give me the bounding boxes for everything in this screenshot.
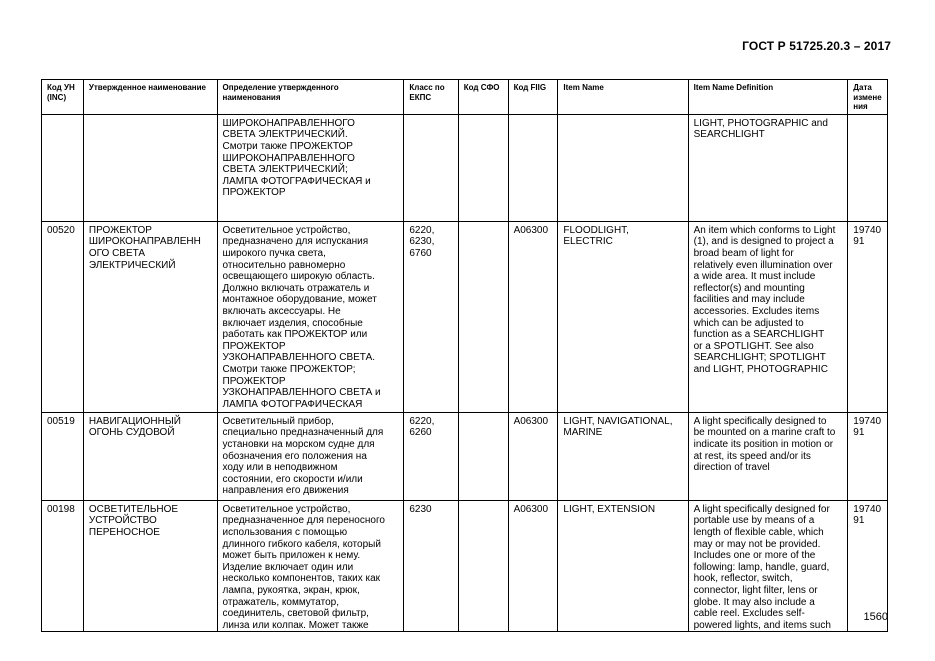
cell-fiig: A06300 — [508, 500, 558, 632]
header-date: Дата изменения — [848, 80, 888, 115]
cell-date: 1974091 — [848, 412, 888, 500]
cell-fiig: A06300 — [508, 221, 558, 412]
table-row — [42, 500, 888, 632]
header-item-name: Item Name — [558, 80, 688, 115]
cell-class: 6220, 6260 — [404, 412, 458, 500]
cell-item-name: LIGHT, EXTENSION — [558, 500, 688, 632]
page-number: 1560 — [863, 611, 888, 623]
catalog-table — [41, 79, 888, 632]
cell-fiig: A06300 — [508, 412, 558, 500]
cell-inc: 00519 — [42, 412, 84, 500]
cell-sfo — [458, 412, 508, 500]
cell-inc: 00198 — [42, 500, 84, 632]
cell-date — [848, 114, 888, 221]
cell-item-definition: A light specifically designed for portable use by means of a length of flexible cable, which may or may not be provided. Includes one or more of the following: lamp, handle, guard, hook, reflector, switch, connector, light filter, lens or globe. It may also include a cable reel. Excludes self- powered lights, and items such — [688, 500, 848, 632]
cell-sfo — [458, 114, 508, 221]
header-fiig: Код FIIG — [508, 80, 558, 115]
table-row — [42, 114, 888, 221]
cell-name: ОСВЕТИТЕЛЬНОЕ УСТРОЙСТВО ПЕРЕНОСНОЕ — [83, 500, 217, 632]
cell-date: 1974091 — [848, 500, 888, 632]
header-approved-name: Утвержденное наименование — [83, 80, 217, 115]
cell-definition: Осветительный прибор, специально предназначенный для установки на морском судне для обозначения его положения на ходу или в неподвижном состоянии, его скорости и/или направления его движения — [217, 412, 404, 500]
cell-inc — [42, 114, 84, 221]
cell-name: ПРОЖЕКТОР ШИРОКОНАПРАВЛЕНН ОГО СВЕТА ЭЛЕКТРИЧЕСКИЙ — [83, 221, 217, 412]
cell-item-definition: An item which conforms to Light (1), and is designed to project a broad beam of light for relatively even illumination over a wide area. It must include reflector(s) and mounting facilities and may include accessories. Excludes items which can be adjusted to function as a SEARCHLIGHT or a SPOTLIGHT. See also SEARCHLIGHT; SPOTLIGHT and LIGHT, PHOTOGRAPHIC — [688, 221, 848, 412]
document-code: ГОСТ Р 51725.20.3 – 2017 — [742, 39, 891, 53]
cell-class — [404, 114, 458, 221]
table-row — [42, 412, 888, 500]
cell-item-name — [558, 114, 688, 221]
cell-item-definition: A light specifically designed to be mounted on a marine craft to indicate its position in motion or at rest, its speed and/or its direction of travel — [688, 412, 848, 500]
header-inc: Код УН (INC) — [42, 80, 84, 115]
cell-definition: ШИРОКОНАПРАВЛЕННОГО СВЕТА ЭЛЕКТРИЧЕСКИЙ. Смотри также ПРОЖЕКТОР ШИРОКОНАПРАВЛЕННОГО СВЕТА ЭЛЕКТРИЧЕСКИЙ; ЛАМПА ФОТОГРАФИЧЕСКАЯ и ПРОЖЕКТОР — [217, 114, 404, 221]
cell-fiig — [508, 114, 558, 221]
header-sfo: Код СФО — [458, 80, 508, 115]
cell-class: 6220, 6230, 6760 — [404, 221, 458, 412]
header-item-definition: Item Name Definition — [688, 80, 848, 115]
header-class: Класс по ЕКПС — [404, 80, 458, 115]
cell-sfo — [458, 221, 508, 412]
cell-item-name: FLOODLIGHT, ELECTRIC — [558, 221, 688, 412]
cell-item-definition: LIGHT, PHOTOGRAPHIC and SEARCHLIGHT — [688, 114, 848, 221]
cell-definition: Осветительное устройство, предназначенное для переносного использования с помощью длинного гибкого кабеля, который может быть приложен к нему. Изделие включает один или несколько компонентов, таких как лампа, рукоятка, экран, крюк, отражатель, коммутатор, соединитель, световой фильтр, линза или колпак. Может также — [217, 500, 404, 632]
cell-name: НАВИГАЦИОННЫЙ ОГОНЬ СУДОВОЙ — [83, 412, 217, 500]
cell-name — [83, 114, 217, 221]
table-row — [42, 221, 888, 412]
cell-class: 6230 — [404, 500, 458, 632]
table-header-row — [42, 80, 888, 115]
cell-date: 1974091 — [848, 221, 888, 412]
cell-definition: Осветительное устройство, предназначено для испускания широкого пучка света, относительно равномерно освещающего широкую область. Должно включать отражатель и монтажное оборудование, может включать аксессуары. Не включает изделия, способные работать как ПРОЖЕКТОР или ПРОЖЕКТОР УЗКОНАПРАВЛЕННОГО СВЕТА. Смотри также ПРОЖЕКТОР; ПРОЖЕКТОР УЗКОНАПРАВЛЕННОГО СВЕТА и ЛАМПА ФОТОГРАФИЧЕСКАЯ — [217, 221, 404, 412]
cell-sfo — [458, 500, 508, 632]
header-definition: Определение утвержденного наименования — [217, 80, 404, 115]
cell-inc: 00520 — [42, 221, 84, 412]
cell-item-name: LIGHT, NAVIGATIONAL, MARINE — [558, 412, 688, 500]
